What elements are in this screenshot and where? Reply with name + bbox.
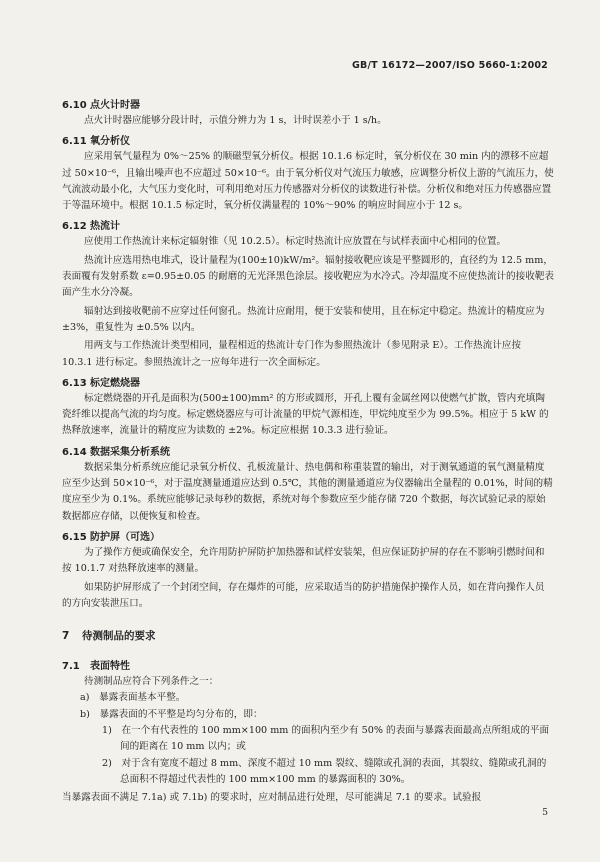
section-number: 6.12	[62, 221, 87, 233]
section-number: 6.13	[62, 377, 87, 389]
section-6-13-paragraph: 标定燃烧器的开孔是面积为(500±100)mm² 的方形或圆形，开孔上覆有金属丝网以使燃气扩散，管内充填陶瓷纤维以提高气流的均匀度。标定燃烧器应与可计流量的甲烷气源相连，甲烷纯度至少为 99.5%。相应于 5 kW 的热释放速率，流量计的精度应为读数的 ±2%。标定应根据 10.3.3 进行验证。	[62, 392, 549, 437]
section-6-10-heading	[62, 96, 554, 111]
section-number: 6.10	[62, 100, 87, 111]
section-6-15-paragraph-1: 为了操作方便或确保安全，允许用防护屏防护加热器和试样安装架，但应保证防护屏的存在不影响引燃时间和按 10.1.7 对热释放速率的测量。	[62, 546, 545, 575]
section-6-12-paragraph-4: 用两支与工作热流计类型相同，量程相近的热流计专门作为参照热流计（参见附录 E）。工作热流计应按 10.3.1 进行标定。参照热流计之一应每年进行一次全面标定。	[62, 340, 521, 368]
section-6-14-paragraph: 数据采集分析系统应能记录氧分析仪、孔板流量计、热电偶和称重装置的输出，对于测氧通道的氧气测量精度应至少达到 50×10⁻⁶，对于温度测量通道应达到 0.5℃，其他的测量通道应为仪器输出全量程的 0.01%，时间的精度应至少为 0.1%。系统应能够记录每秒的数据，系统对每个参数应至少能存储 720 个数据，每次试验记录的原始数据都应存储，以便恢复和检查。	[62, 461, 553, 522]
section-6-12-paragraph-2: 热流计应选用热电堆式，设计量程为(100±10)kW/m²。辐射接收靶应该是平整圆形的，直径约为 12.5 mm，表面覆有发射系数 ε=0.95±0.05 的耐磨的无光泽黑色涂层。接收靶应为水冷式。冷却温度不应使热流计的接收靶表面产生水分冷凝。	[62, 254, 554, 299]
chapter-title: 待测制品的要求	[82, 630, 156, 643]
section-6-15-paragraph-2: 如果防护屏形成了一个封闭空间，存在爆炸的可能，应采取适当的防护措施保护操作人员，如在背向操作人员的方向安装泄压口。	[62, 581, 545, 609]
chapter-7-heading	[62, 628, 554, 643]
chapter-number: 7	[62, 630, 70, 643]
section-7-1-intro: 待测制品应符合下列条件之一：	[84, 676, 219, 688]
section-6-11-paragraph: 应采用氧气量程为 0%～25% 的顺磁型氧分析仪。根据 10.1.6 标定时，氧分析仪在 30 min 内的漂移不应超过 50×10⁻⁶，且输出噪声也不应超过 50×10⁻⁶。由于氧分析仪对气流压力敏感，应调整分析仪上游的气流压力，使气流波动最小化，大气压力变化时，可利用绝对压力传感器对分析仪的读数进行补偿。分析仪和绝对压力传感器应置于等温环境中。根据 10.1.5 标定时，氧分析仪满量程的 10%～90% 的响应时间应小于 12 s。	[62, 151, 554, 212]
section-number: 6.14	[62, 446, 87, 458]
section-number: 6.11	[62, 136, 87, 148]
section-title: 热流计	[90, 221, 120, 233]
section-7-1-closing-paragraph: 当暴露表面不满足 7.1a) 或 7.1b) 的要求时，应对制品进行处理，尽可能满足 7.1 的要求。试验报	[62, 792, 482, 804]
section-6-13-heading	[62, 374, 554, 389]
section-6-15-heading	[62, 528, 554, 543]
list-item-b: b) 暴露表面的不平整是均匀分布的，即：	[80, 708, 263, 720]
section-title: 标定燃烧器	[90, 377, 140, 389]
list-subitem-2: 2) 对于含有宽度不超过 8 mm、深度不超过 10 mm 裂纹、缝隙或孔洞的表面，其裂纹、缝隙或孔洞的总面积不得超过代表性的 100 mm×100 mm 的暴露面积的 30%。	[102, 757, 547, 785]
page-number: 5	[542, 808, 548, 818]
section-title: 氧分析仪	[90, 136, 130, 148]
section-6-12-paragraph-3: 辐射达到接收靶前不应穿过任何窗孔。热流计应耐用，便于安装和使用，且在标定中稳定。热流计的精度应为 ±3%，重复性为 ±0.5% 以内。	[62, 305, 545, 333]
section-title: 数据采集分析系统	[90, 446, 170, 458]
section-title: 表面特性	[90, 661, 130, 673]
page-content	[62, 92, 554, 807]
section-7-1-heading	[62, 657, 554, 672]
section-6-12-heading	[62, 217, 554, 232]
list-subitem-1: 1) 在一个有代表性的 100 mm×100 mm 的面积内至少有 50% 的表面与暴露表面最高点所组成的平面间的距离在 10 mm 以内；或	[102, 725, 550, 753]
section-6-11-heading	[62, 132, 554, 147]
section-6-14-heading	[62, 443, 554, 458]
section-number: 7.1	[62, 661, 80, 673]
standard-number-header: GB/T 16172—2007/ISO 5660-1:2002	[352, 60, 548, 71]
section-title: 点火计时器	[90, 100, 140, 111]
list-item-a: a) 暴露表面基本平整。	[80, 692, 186, 704]
section-6-12-paragraph-1: 应使用工作热流计来标定辐射锥（见 10.2.5）。标定时热流计应放置在与试样表面中心相同的位置。	[84, 236, 507, 248]
section-title: 防护屏（可选）	[90, 531, 160, 543]
section-6-10-paragraph: 点火计时器应能够分段计时，示值分辨力为 1 s，计时误差小于 1 s/h。	[84, 115, 387, 126]
section-number: 6.15	[62, 531, 87, 543]
